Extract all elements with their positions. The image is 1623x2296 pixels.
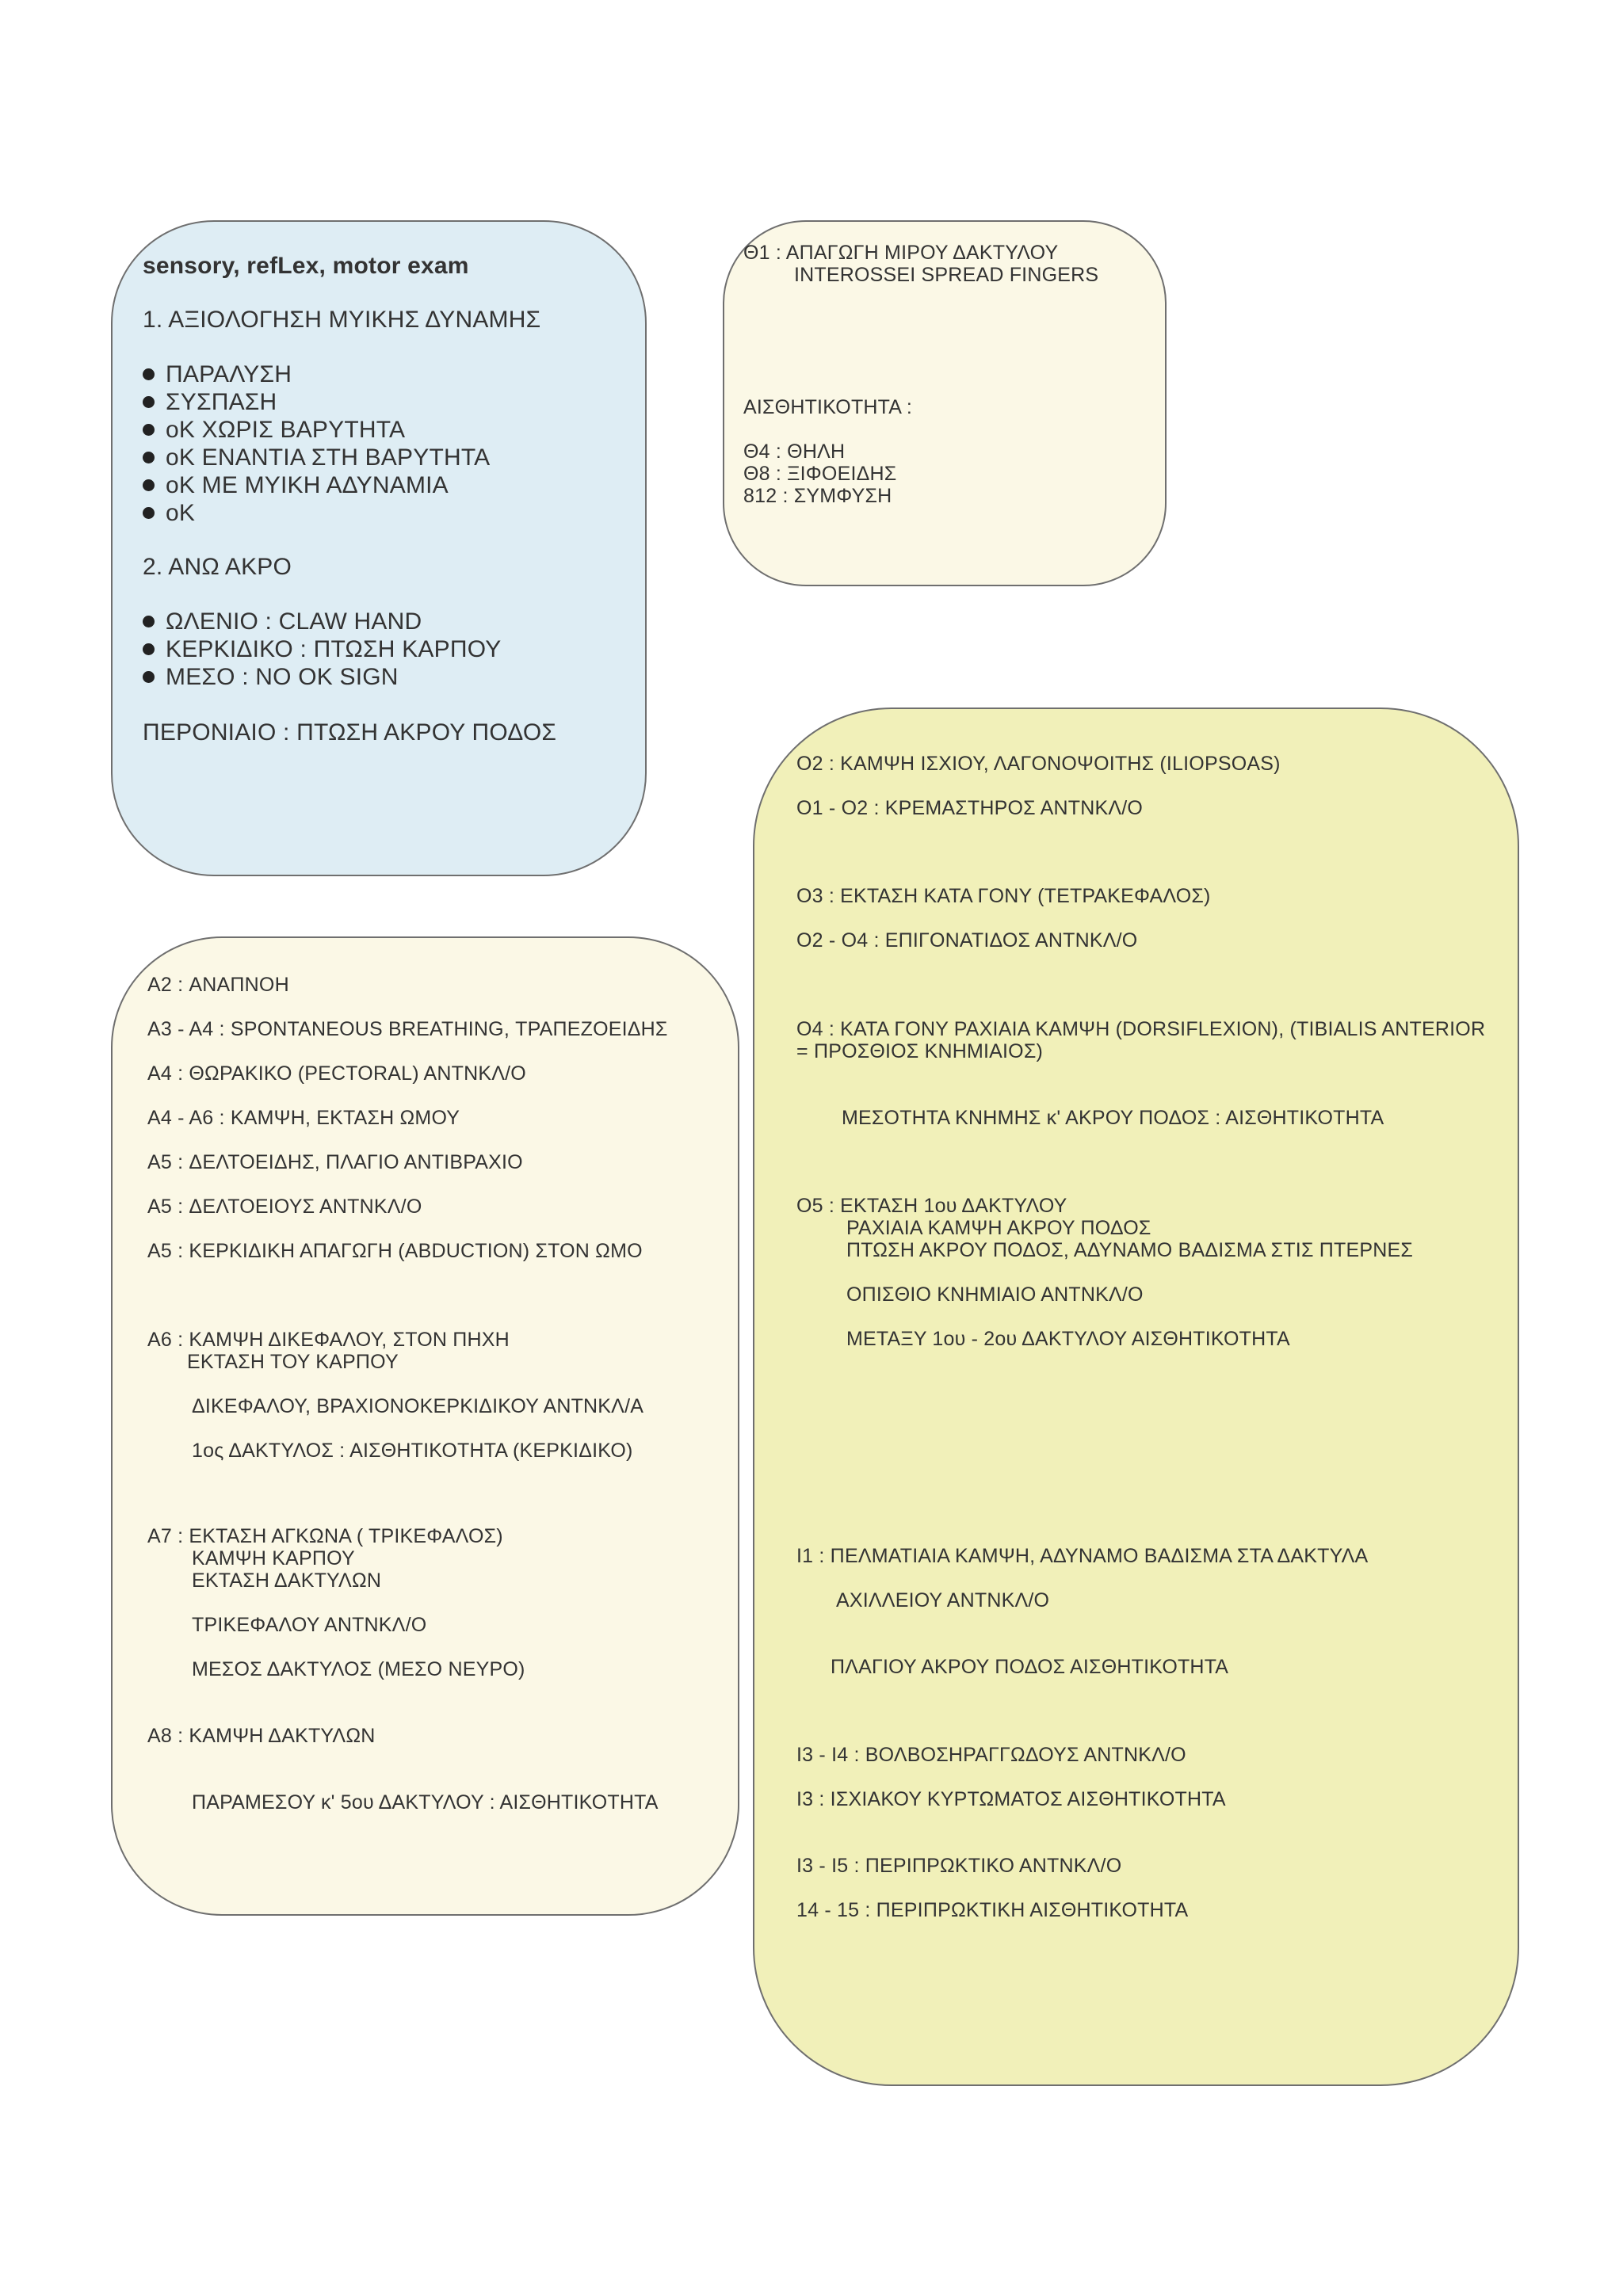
l5-line: O5 : ΕΚΤΑΣΗ 1ου ΔΑΚΤΥΛΟΥ	[796, 1195, 1067, 1217]
strength-item: oK	[143, 499, 195, 527]
upper-limb-heading: 2. ΑΝΩ ΑΚΡΟ	[143, 554, 292, 580]
cervical-line: A4 : ΘΩΡΑΚΙΚΟ (PECTORAL) ΑΝΤΝΚΛ/Ο	[147, 1062, 526, 1085]
cervical-line: A5 : ΔΕΛΤΟΕΙΟΥΣ ΑΝΤΝΚΛ/Ο	[147, 1196, 422, 1218]
s1-sensation: ΠΛΑΓΙΟΥ ΑΚΡΟΥ ΠΟΔΟΣ ΑΙΣΘΗΤΙΚΟΤΗΤΑ	[831, 1656, 1229, 1678]
s4s5-sensation: 14 - 15 : ΠΕΡΙΠΡΩΚΤΙΚΗ ΑΙΣΘΗΤΙΚΟΤΗΤΑ	[796, 1899, 1189, 1921]
l4-line: O4 : ΚΑΤΑ ΓΟΝΥ ΡΑΧΙΑΙΑ ΚΑΜΨΗ (DORSIFLEXION), (TIBIALIS ANTERIOR	[796, 1018, 1486, 1040]
c6-sensation: 1ος ΔΑΚΤΥΛΟΣ : ΑΙΣΘΗΤΙΚΟΤΗΤΑ (ΚΕΡΚΙΔΙΚΟ)	[192, 1440, 633, 1462]
l4-line-2: = ΠΡΟΣΘΙΟΣ ΚΝΗΜΙΑΙΟΣ)	[796, 1040, 1044, 1062]
cervical-line: A4 - A6 : ΚΑΜΨΗ, ΕΚΤΑΣΗ ΩΜΟΥ	[147, 1107, 460, 1129]
strength-heading: 1. ΑΞΙΟΛΟΓΗΣΗ ΜΥΙΚΗΣ ΔΥΝΑΜΗΣ	[143, 307, 541, 333]
c7-sensation: ΜΕΣΟΣ ΔΑΚΤΥΛΟΣ (ΜΕΣΟ ΝΕΥΡΟ)	[192, 1658, 525, 1680]
c7-reflex: ΤΡΙΚΕΦΑΛΟΥ ΑΝΤΝΚΛ/Ο	[192, 1614, 427, 1636]
t1-line: Θ1 : ΑΠΑΓΩΓΗ ΜΙΡΟΥ ΔΑΚΤΥΛΟΥ	[743, 242, 1059, 264]
l1l2-reflex: O1 - O2 : ΚΡΕΜΑΣΤΗΡΟΣ ΑΝΤΝΚΛ/Ο	[796, 797, 1144, 819]
sensation-heading: ΑΙΣΘΗΤΙΚΟΤΗΤΑ :	[743, 396, 913, 418]
upper-limb-item: ΚΕΡΚΙΔΙΚΟ : ΠΤΩΣΗ ΚΑΡΠΟΥ	[143, 635, 501, 663]
lumbosacral-panel	[753, 707, 1519, 2086]
s1-line: I1 : ΠΕΛΜΑΤΙΑΙΑ ΚΑΜΨΗ, ΑΔΥΝΑΜΟ ΒΑΔΙΣΜΑ ΣΤΑ ΔΑΚΤΥΛΑ	[796, 1545, 1369, 1567]
sensation-item: Θ4 : ΘΗΛΗ	[743, 441, 846, 463]
s1-reflex: ΑΧΙΛΛΕΙΟΥ ΑΝΤΝΚΛ/Ο	[836, 1589, 1050, 1611]
cervical-line: A2 : ΑΝΑΠΝΟΗ	[147, 974, 289, 996]
strength-item: ΠΑΡΑΛΥΣΗ	[143, 360, 292, 388]
strength-item: oK ΜΕ ΜΥΙΚΗ ΑΔΥΝΑΜΙΑ	[143, 471, 449, 499]
l2l4-reflex: O2 - O4 : ΕΠΙΓΟΝΑΤΙΔΟΣ ΑΝΤΝΚΛ/Ο	[796, 929, 1138, 952]
strength-item: oK ΧΩΡΙΣ ΒΑΡΥΤΗΤΑ	[143, 416, 405, 444]
sensation-item: Θ8 : ΞΙΦΟΕΙΔΗΣ	[743, 463, 897, 485]
t1-line-2: INTEROSSEI SPREAD FINGERS	[794, 264, 1099, 286]
l5-line-3: ΠΤΩΣΗ ΑΚΡΟΥ ΠΟΔΟΣ, ΑΔΥΝΑΜΟ ΒΑΔΙΣΜΑ ΣΤΙΣ ΠΤΕΡΝΕΣ	[846, 1239, 1414, 1261]
upper-limb-item: ΜΕΣΟ : NO OK SIGN	[143, 663, 399, 691]
cervical-line: A5 : ΚΕΡΚΙΔΙΚΗ ΑΠΑΓΩΓΗ (ABDUCTION) ΣΤΟΝ ΩΜΟ	[147, 1240, 643, 1262]
strength-item: oK ΕΝΑΝΤΙΑ ΣΤΗ ΒΑΡΥΤΗΤΑ	[143, 444, 490, 471]
strength-item: ΣΥΣΠΑΣΗ	[143, 388, 277, 416]
peroneal-line: ΠΕΡΟΝΙΑΙΟ : ΠΤΩΣΗ ΑΚΡΟΥ ΠΟΔΟΣ	[143, 719, 557, 746]
s3s4-reflex: I3 - I4 : ΒΟΛΒΟΣΗΡΑΓΓΩΔΟΥΣ ΑΝΤΝΚΛ/Ο	[796, 1744, 1186, 1766]
sensation-item: 812 : ΣΥΜΦΥΣΗ	[743, 485, 892, 507]
l5-line-2: ΡΑΧΙΑΙΑ ΚΑΜΨΗ ΑΚΡΟΥ ΠΟΔΟΣ	[846, 1217, 1151, 1239]
s3-sensation: I3 : ΙΣΧΙΑΚΟΥ ΚΥΡΤΩΜΑΤΟΣ ΑΙΣΘΗΤΙΚΟΤΗΤΑ	[796, 1788, 1226, 1810]
upper-limb-item: ΩΛΕΝΙΟ : CLAW HAND	[143, 608, 422, 635]
cervical-line: A3 - A4 : SPONTANEOUS BREATHING, ΤΡΑΠΕΖΟΕΙΔΗΣ	[147, 1018, 668, 1040]
l5-reflex: ΟΠΙΣΘΙΟ ΚΝΗΜΙΑΙΟ ΑΝΤΝΚΛ/Ο	[846, 1283, 1144, 1306]
l4-sensation: ΜΕΣΟΤΗΤΑ ΚΝΗΜΗΣ κ' ΑΚΡΟΥ ΠΟΔΟΣ : ΑΙΣΘΗΤΙΚΟΤΗΤΑ	[842, 1107, 1384, 1129]
s3s5-reflex: I3 - I5 : ΠΕΡΙΠΡΩΚΤΙΚΟ ΑΝΤΝΚΛ/Ο	[796, 1855, 1122, 1877]
c6-reflex: ΔΙΚΕΦΑΛΟΥ, ΒΡΑΧΙΟΝΟΚΕΡΚΙΔΙΚΟΥ ΑΝΤΝΚΛ/Α	[192, 1395, 644, 1417]
c8-sensation: ΠΑΡΑΜΕΣΟΥ κ' 5ου ΔΑΚΤΥΛΟΥ : ΑΙΣΘΗΤΙΚΟΤΗΤΑ	[192, 1791, 659, 1814]
c7-line: A7 : ΕΚΤΑΣΗ ΑΓΚΩΝΑ ( ΤΡΙΚΕΦΑΛΟΣ)	[147, 1525, 503, 1547]
l3-line: O3 : ΕΚΤΑΣΗ ΚΑΤΑ ΓΟΝΥ (ΤΕΤΡΑΚΕΦΑΛΟΣ)	[796, 885, 1211, 907]
c7-line-2: ΚΑΜΨΗ ΚΑΡΠΟΥ	[192, 1547, 355, 1569]
l2-line: O2 : ΚΑΜΨΗ ΙΣΧΙΟΥ, ΛΑΓΟΝΟΨΟΙΤΗΣ (ILIOPSOAS)	[796, 753, 1281, 775]
c6-line: A6 : ΚΑΜΨΗ ΔΙΚΕΦΑΛΟΥ, ΣΤΟΝ ΠΗΧΗ	[147, 1329, 510, 1351]
c7-line-3: ΕΚΤΑΣΗ ΔΑΚΤΥΛΩΝ	[192, 1569, 382, 1592]
c8-line: A8 : ΚΑΜΨΗ ΔΑΚΤΥΛΩΝ	[147, 1725, 376, 1747]
c6-line-2: ΕΚΤΑΣΗ ΤΟΥ ΚΑΡΠΟΥ	[187, 1351, 399, 1373]
panel-title: sensory, refLex, motor exam	[143, 253, 469, 279]
l5-sensation: ΜΕΤΑΞΥ 1ου - 2ου ΔΑΚΤΥΛΟΥ ΑΙΣΘΗΤΙΚΟΤΗΤΑ	[846, 1328, 1290, 1350]
cervical-line: A5 : ΔΕΛΤΟΕΙΔΗΣ, ΠΛΑΓΙΟ ΑΝΤΙΒΡΑΧΙΟ	[147, 1151, 523, 1173]
